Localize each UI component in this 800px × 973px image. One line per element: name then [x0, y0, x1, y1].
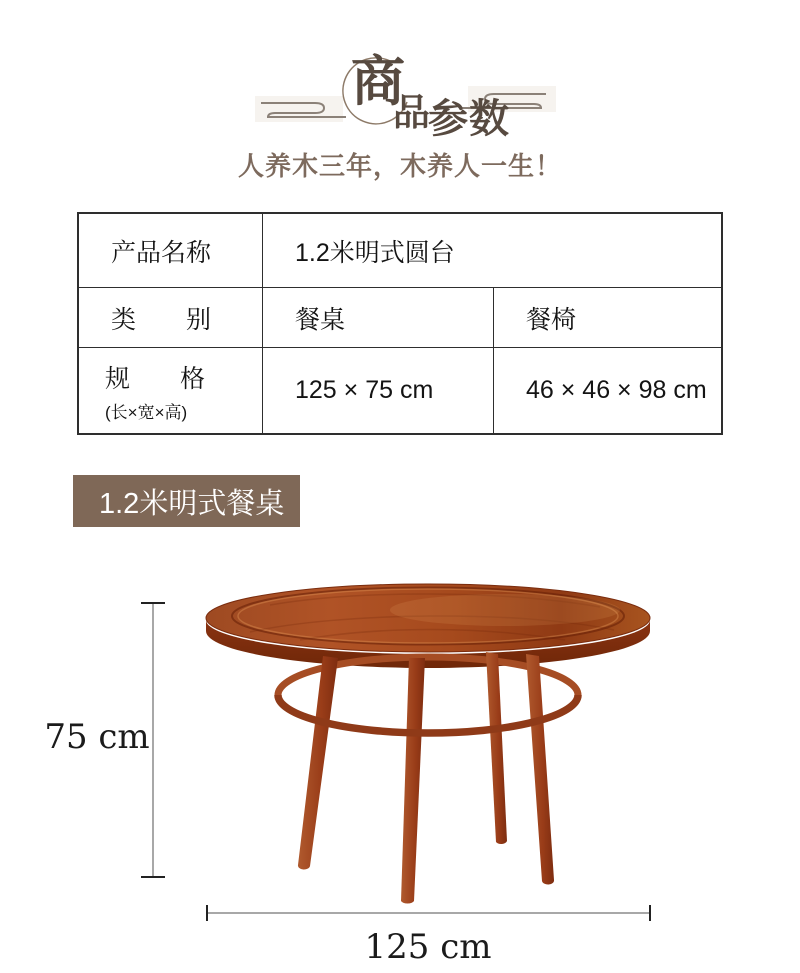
table-illustration [0, 560, 800, 973]
spec-label-size [79, 347, 262, 433]
header [0, 0, 800, 200]
spec-value-category-table: 餐桌 [262, 287, 493, 347]
spec-table [77, 212, 723, 435]
spec-value-size-table: 125 × 75 cm [262, 347, 493, 433]
height-dimension-label: 75 cm [44, 717, 150, 757]
spec-value-size-chair: 46 × 46 × 98 cm [493, 347, 721, 433]
title-chars-canshu: 参数 [428, 95, 510, 142]
table-leg-right [526, 654, 554, 885]
product-figure [0, 560, 800, 973]
table-leg-left [298, 656, 338, 870]
product-tag: 1.2米明式餐桌 [73, 475, 300, 527]
spec-label-product-name: 产品名称 [111, 238, 212, 267]
spec-label-size-main: 规 格 [105, 364, 206, 393]
spec-label-category: 类 别 [79, 287, 262, 347]
table-leg-front [401, 658, 425, 904]
spec-value-category-chair: 餐椅 [493, 287, 721, 347]
table-leg-back [486, 652, 507, 844]
spec-label-size-sub: (长×宽×高) [105, 402, 188, 422]
header-subtitle: 人养木三年，木养人一生！ [237, 151, 562, 181]
width-dimension-line [207, 905, 650, 921]
title-char-shang: 商 [351, 49, 405, 113]
top-sheen [390, 594, 620, 626]
title-char-pin: 品 [393, 90, 430, 134]
left-band [255, 96, 343, 122]
spec-value-product-name: 1.2米明式圆台 [262, 214, 721, 287]
width-dimension-label: 125 cm [364, 927, 492, 967]
